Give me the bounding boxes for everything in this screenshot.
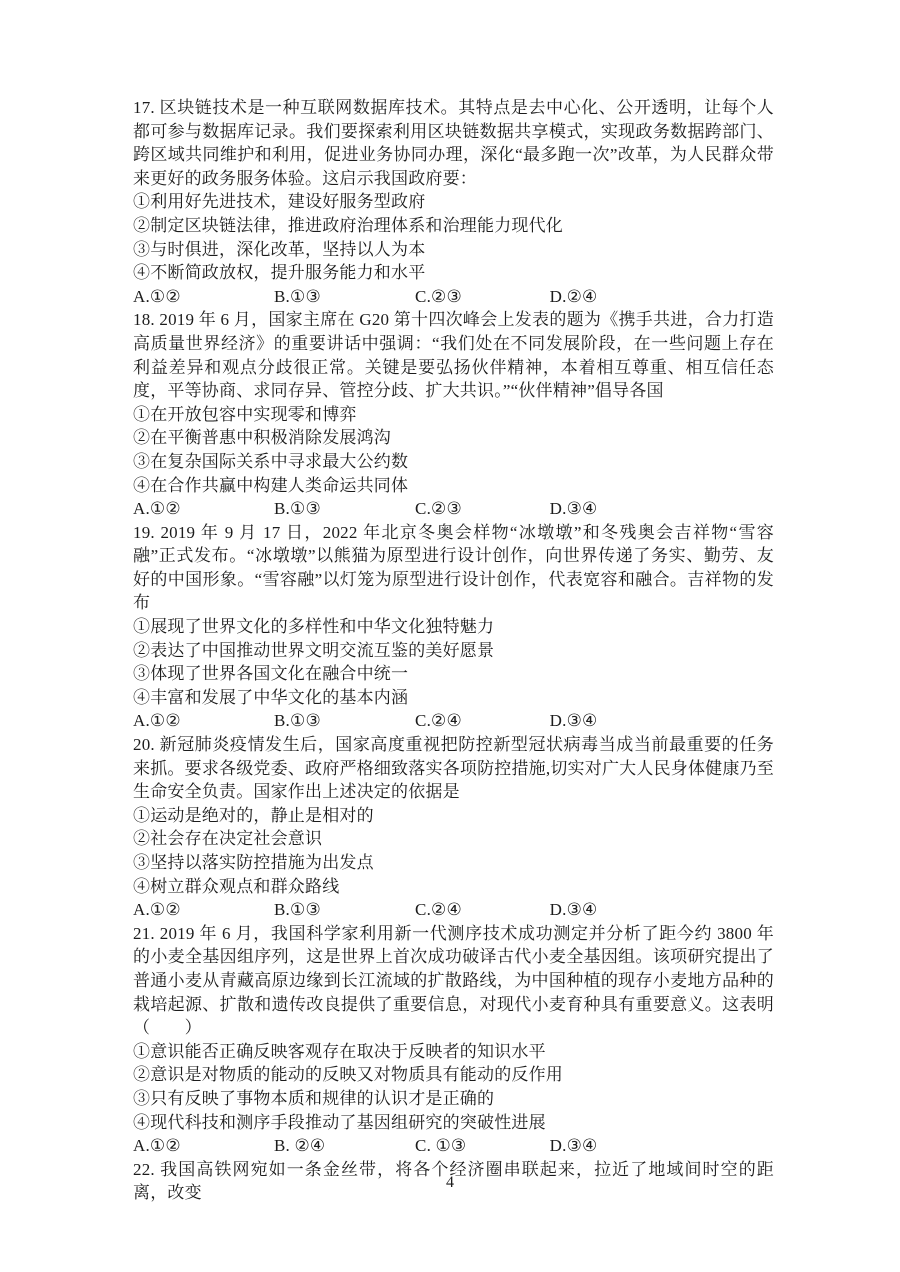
question-20-choice-b: B.①③ [274,900,321,920]
question-17-choice-c: C.②③ [415,286,462,306]
question-19-stem: 19. 2019 年 9 月 17 日，2022 年北京冬奥会样物“冰墩墩”和冬残奥会吉祥物“雪容融”正式发布。“冰墩墩”以熊猫为原型进行设计创作，向世界传递了务实、勤劳、友好的中国形象。“雪容融”以灯笼为原型进行设计创作，代表宽容和融合。吉祥物的发布 [133,522,774,613]
question-21-statement-4: ④现代科技和测序手段推动了基因组研究的突破性进展 [133,1112,546,1132]
question-17-statement-4: ④不断简政放权，提升服务能力和水平 [133,263,426,283]
question-20 [133,733,774,922]
question-17-statement-2: ②制定区块链法律，推进政府治理体系和治理能力现代化 [133,215,563,235]
question-21-choice-d: D.③④ [549,1136,598,1156]
question-20-statement-4: ④树立群众观点和群众路线 [133,876,340,896]
question-21-statement-3: ③只有反映了事物本质和规律的认识才是正确的 [133,1088,495,1108]
question-19 [133,521,774,733]
question-17-statement-3: ③与时俱进，深化改革，坚持以人为本 [133,239,426,259]
question-17-choice-a: A.①② [133,286,181,306]
question-21-choice-c: C. ①③ [415,1136,467,1156]
question-18-statement-4: ④在合作共赢中构建人类命运共同体 [133,475,409,495]
question-18-stem: 18. 2019 年 6 月，国家主席在 G20 第十四次峰会上发表的题为《携手共进，合力打造高质量世界经济》的重要讲话中强调：“我们处在不同发展阶段，在一些问题上存在利益差异和观点分歧很正常。关键是要弘扬伙伴精神，本着相互尊重、相互信任态度，平等协商、求同存异、管控分歧、扩大共识。”“伙伴精神”倡导各国 [133,310,774,401]
question-18-statement-2: ②在平衡普惠中积极消除发展鸿沟 [133,428,391,448]
question-19-choice-d: D.③④ [549,711,598,731]
questions-area [133,96,774,1205]
question-20-statement-2: ②社会存在决定社会意识 [133,829,323,849]
question-18-choices [133,497,774,521]
question-17-statement-1: ①利用好先进技术，建设好服务型政府 [133,192,426,212]
question-18-statement-3: ③在复杂国际关系中寻求最大公约数 [133,451,409,471]
question-19-statement-3: ③体现了世界各国文化在融合中统一 [133,664,409,684]
question-20-statement-1: ①运动是绝对的，静止是相对的 [133,805,374,825]
question-18 [133,308,774,520]
question-19-choice-b: B.①③ [274,711,321,731]
question-20-stem: 20. 新冠肺炎疫情发生后，国家高度重视把防控新型冠状病毒当成当前最重要的任务来抓。要求各级党委、政府严格细致落实各项防控措施,切实对广大人民身体健康乃至生命安全负责。国家作出上述决定的依据是 [133,735,774,802]
question-21-choice-a: A.①② [133,1136,181,1156]
question-19-choice-a: A.①② [133,711,181,731]
question-18-statement-1: ①在开放包容中实现零和博弈 [133,404,357,424]
question-20-choice-d: D.③④ [549,900,598,920]
question-17-choices [133,285,774,309]
question-18-choice-a: A.①② [133,499,181,519]
question-18-choice-b: B.①③ [274,499,321,519]
question-19-statement-2: ②表达了中国推动世界文明交流互鉴的美好愿景 [133,640,495,660]
question-19-choices [133,709,774,733]
question-21-statement-2: ②意识是对物质的能动的反映又对物质具有能动的反作用 [133,1065,563,1085]
question-20-choices [133,898,774,922]
question-20-choice-a: A.①② [133,900,181,920]
question-21-choice-b: B. ②④ [274,1136,326,1156]
question-17-stem: 17. 区块链技术是一种互联网数据库技术。其特点是去中心化、公开透明，让每个人都可参与数据库记录。我们要探索利用区块链数据共享模式，实现政务数据跨部门、跨区域共同维护和利用，促进业务协同办理，深化“最多跑一次”改革，为人民群众带来更好的政务服务体验。这启示我国政府要： [133,98,774,188]
question-21 [133,922,774,1158]
question-17-choice-b: B.①③ [274,286,321,306]
question-20-choice-c: C.②④ [415,900,462,920]
question-21-statement-1: ①意识能否正确反映客观存在取决于反映者的知识水平 [133,1041,546,1061]
question-17-choice-d: D.②④ [549,286,598,306]
question-18-choice-d: D.③④ [549,499,598,519]
question-21-choices [133,1134,774,1158]
question-19-choice-c: C.②④ [415,711,462,731]
page-number: 4 [446,1174,454,1191]
question-19-statement-4: ④丰富和发展了中华文化的基本内涵 [133,687,409,707]
question-18-choice-c: C.②③ [415,499,462,519]
question-20-statement-3: ③坚持以落实防控措施为出发点 [133,853,374,872]
question-22-stem: 22. 我国高铁网宛如一条金丝带，将各个经济圈串联起来，拉近了地域间时空的距离，改变 [133,1159,774,1203]
question-21-stem: 21. 2019 年 6 月，我国科学家利用新一代测序技术成功测定并分析了距今约 3800 年的小麦全基因组序列，这是世界上首次成功破译古代小麦全基因组。该项研究提出了普通小麦从青藏高原边缘到长江流域的扩散路线，为中国种植的现存小麦地方品种的栽培起源、扩散和遗传改良提供了重要信息，对现代小麦育种具有重要意义。这表明（ ） [133,923,774,1038]
question-17 [133,96,774,308]
question-19-statement-1: ①展现了世界文化的多样性和中华文化独特魅力 [133,617,495,637]
